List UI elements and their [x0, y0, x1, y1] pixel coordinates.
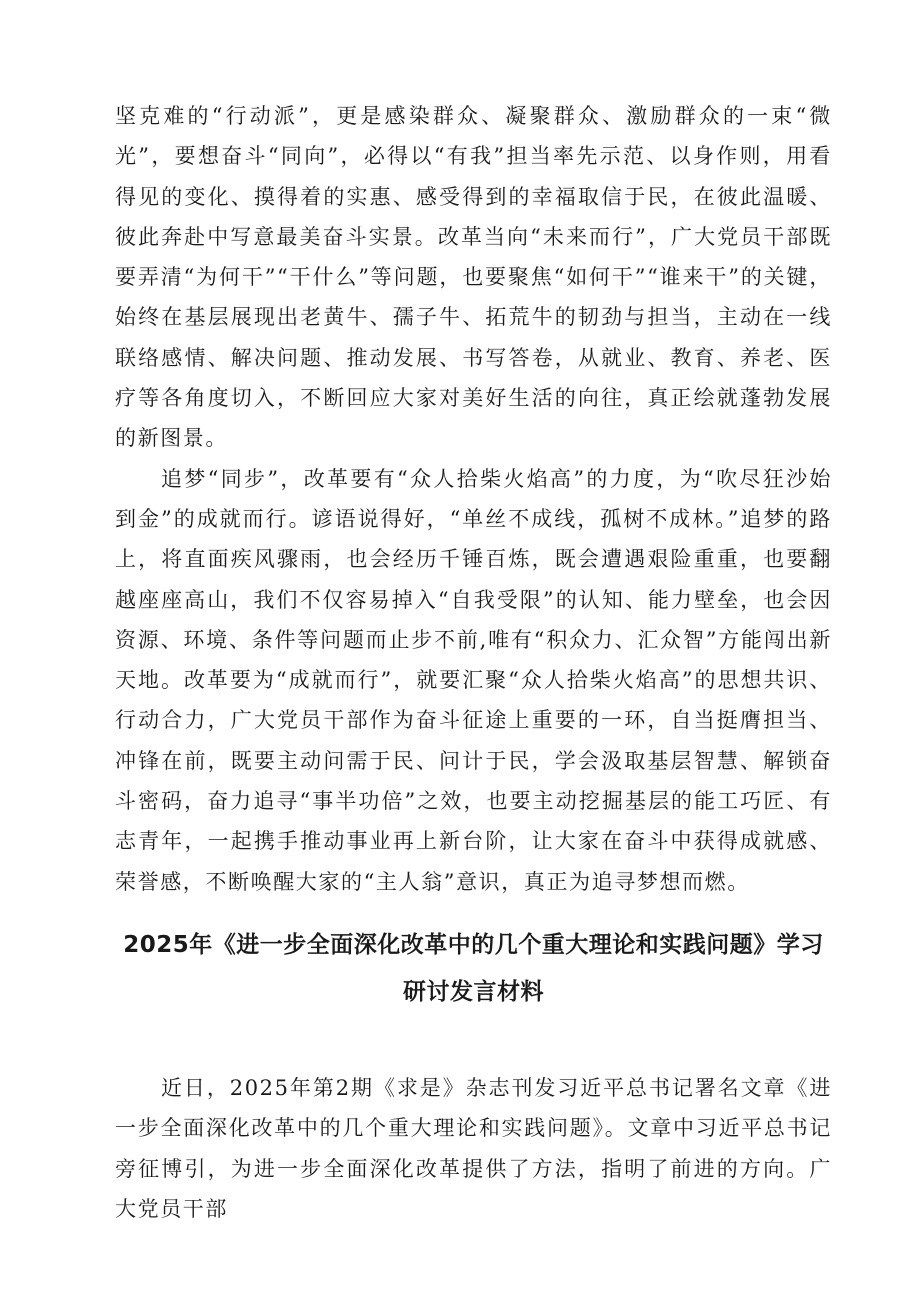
body-paragraph-2: 追梦“同步”，改革要有“众人拾柴火焰高”的力度，为“吹尽狂沙始到金”的成就而行。谚语说得好，“单丝不成线，孤树不成林。”追梦的路上，将直面疾风骤雨，也会经历千锤百炼，既会遭遇艰险重重，也要翻越座座高山，我们不仅容易掉入“自我受限”的认知、能力壁垒，也会因资源、环境、条件等问题而止步不前,唯有“积众力、汇众智”方能闯出新天地。改革要为“成就而行”，就要汇聚“众人拾柴火焰高”的思想共识、行动合力，广大党员干部作为奋斗征途上重要的一环，自当挺膺担当、冲锋在前，既要主动问需于民、问计于民，学会汲取基层智慧、解锁奋斗密码，奋力追寻“事半功倍”之效，也要主动挖掘基层的能工巧匠、有志青年，一起携手推动事业再上新台阶，让大家在奋斗中获得成就感、荣誉感，不断唤醒大家的“主人翁”意识，真正为追寻梦想而燃。	[115, 466, 832, 894]
body-paragraph-1: 坚克难的“行动派”，更是感染群众、凝聚群众、激励群众的一束“微光”，要想奋斗“同向”，必得以“有我”担当率先示范、以身作则，用看得见的变化、摸得着的实惠、感受得到的幸福取信于民，在彼此温暖、彼此奔赴中写意最美奋斗实景。改革当向“未来而行”，广大党员干部既要弄清“为何干”“干什么”等问题，也要聚焦“如何干”“谁来干”的关键，始终在基层展现出老黄牛、孺子牛、拓荒牛的韧劲与担当，主动在一线联络感情、解决问题、推动发展、书写答卷，从就业、教育、养老、医疗等各角度切入，不断回应大家对美好生活的向往，真正绘就蓬勃发展的新图景。	[115, 104, 832, 451]
article-heading: 2025年《进一步全面深化改革中的几个重大理论和实践问题》学习研讨发言材料	[123, 931, 824, 1005]
section-spacer	[115, 1016, 832, 1068]
body-paragraph-3: 近日，2025年第2期《求是》杂志刊发习近平总书记署名文章《进一步全面深化改革中的几个重大理论和实践问题》。文章中习近平总书记旁征博引，为进一步全面深化改革提供了方法，指明了前进的方向。广大党员干部	[115, 1075, 832, 1221]
